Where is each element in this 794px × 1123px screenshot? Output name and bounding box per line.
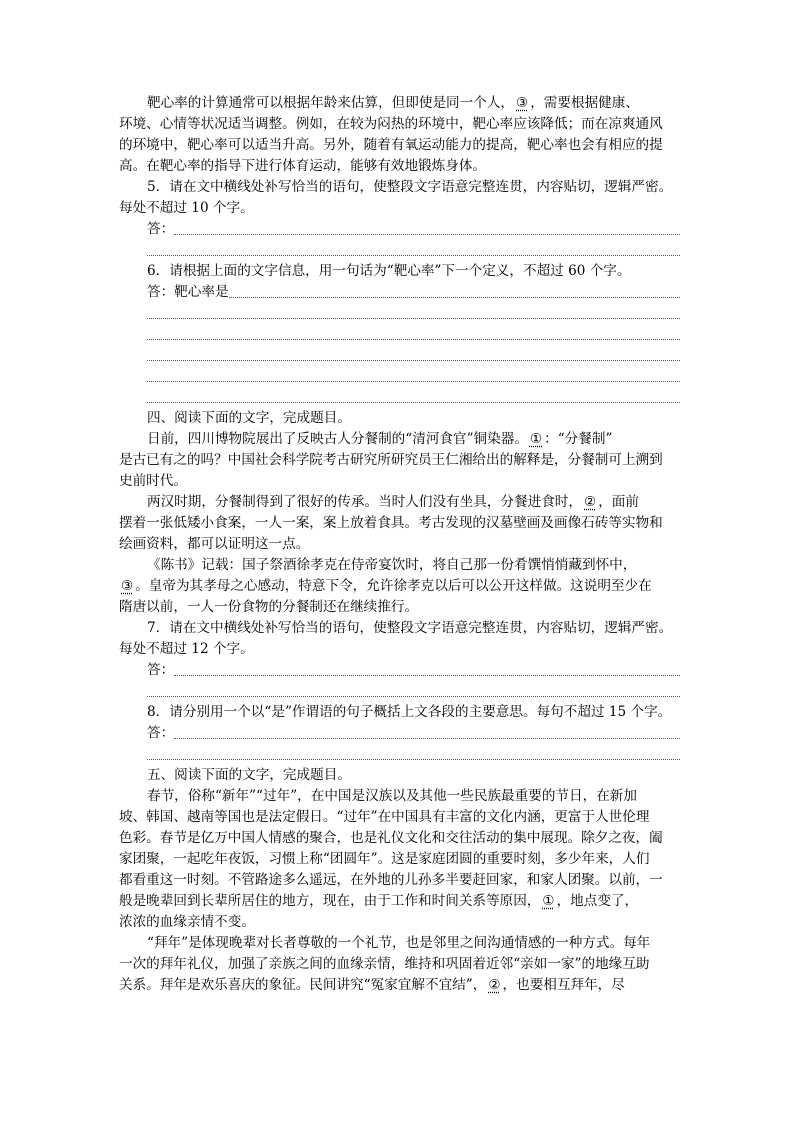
answer-dotted-line[interactable] [147,243,680,256]
section-5-heading: 五、阅读下面的文字，完成题目。 [147,767,351,783]
answer-line[interactable] [119,744,680,765]
text: ，面前 [598,494,639,510]
question-5: 5．请在文中横线处补写恰当的语句，使整段文字语意完整连贯，内容贴切，逻辑严密。 [147,179,673,195]
section5-line: 色彩。春节是亿万中国人情感的聚合，也是礼仪文化和交往活动的集中展现。除夕之夜，阖 [119,830,663,846]
text: 般是晚辈回到长辈所居住的地方，现在，由于工作和时间关系等原因， [119,893,541,909]
text: 关系。拜年是欢乐喜庆的象征。民间讲究“冤家宜解不宜结”， [119,977,487,993]
answer-line[interactable] [119,366,680,387]
question-6: 6．请根据上面的文字信息，用一句话为“靶心率”下一个定义，不超过 60 个字。 [147,263,631,279]
answer-dotted-line[interactable] [174,663,680,676]
answer-dotted-line[interactable] [147,369,680,382]
blank-2: ② [584,494,597,510]
text: ，地点变了， [556,893,639,909]
answer-label: 答： [147,662,175,678]
text: 靶心率的计算通常可以根据年龄来估算，但即使是同一个人， [147,95,515,111]
answer-dotted-line[interactable] [147,348,680,361]
answer-dotted-line[interactable] [229,285,680,298]
section4-line [119,429,680,450]
answer-dotted-line[interactable] [147,390,680,403]
text: ，也要相互拜年，尽 [502,977,625,993]
answer-line[interactable] [119,723,680,744]
blank-3: ③ [121,578,134,594]
text: 。皇帝为其孝母之心感动，特意下令，允许徐孝克以后可以公开这样做。这说明至少在 [135,578,652,594]
section5-line: “拜年”是体现晚辈对长者尊敬的一个礼节，也是邻里之间沟通情感的一种方式。每年 [147,935,651,951]
section5-line: 春节，俗称“新年”“过年”，在中国是汉族以及其他一些民族最重要的节日，在新加 [147,788,637,804]
answer-label: 答： [147,725,175,741]
question-7: 7．请在文中横线处补写恰当的语句，使整段文字语意完整连贯，内容贴切，逻辑严密。 [147,620,673,636]
blank-3: ③ [516,95,529,111]
question-5-limit: 每处不超过 10 个字。 [119,200,254,216]
section4-line: 摆着一张低矮小食案，一人一案，案上放着食具。考古发现的汉墓壁画及画像石砖等实物和 [119,515,663,531]
blank-2: ② [488,977,501,993]
section4-line: 是古已有之的吗？中国社会科学院考古研究所研究员王仁湘给出的解释是，分餐制可上溯到 [119,452,663,468]
answer-line[interactable] [119,303,680,324]
answer-line[interactable] [119,660,680,681]
answer-line[interactable] [119,240,680,261]
section4-line: 绘画资料，都可以证明这一点。 [119,536,310,552]
document-page [119,93,680,996]
passage1-line: 环境、心情等状况适当调整。例如，在较为闷热的环境中，靶心率应该降低；而在凉爽通风 [119,116,663,132]
passage1-line [119,93,680,114]
answer-line[interactable] [119,387,680,408]
section5-line: 一次的拜年礼仪，加强了亲族之间的血缘亲情，维持和巩固着近邻“亲如一家”的地缘互助 [119,956,650,972]
answer-label: 答： [147,221,175,237]
answer-dotted-line[interactable] [147,684,680,697]
section4-line [119,576,680,597]
blank-1: ① [529,431,543,447]
answer-dotted-line[interactable] [147,306,680,319]
section5-line: 都看重这一时刻。不管路途多么遥远，在外地的儿孙多半要赶回家，和家人团聚。以前，一 [119,872,663,888]
answer-dotted-line[interactable] [147,747,680,760]
section-4-heading: 四、阅读下面的文字，完成题目。 [147,410,351,426]
section5-line: 坡、韩国、越南等国也是法定假日。“过年”在中国具有丰富的文化内涵，更富于人世伦理 [119,809,650,825]
text: ：“分餐制” [544,431,613,447]
passage1-line: 的环境中，靶心率可以适当升高。另外，随着有氧运动能力的提高，靶心率也会有相应的提 [119,137,663,153]
text: 日前，四川博物院展出了反映古人分餐制的“清河食官”铜染器。 [147,431,528,447]
answer-line[interactable] [119,282,680,303]
section4-line: 《陈书》记载：国子祭酒徐孝克在侍帝宴饮时，将自己那一份肴馔悄悄藏到怀中， [147,557,637,573]
section4-line [119,492,680,513]
section5-line [119,975,680,996]
question-8: 8．请分别用一个以“是”作谓语的句子概括上文各段的主要意思。每句不超过 15 个字。 [147,704,672,720]
answer-line[interactable] [119,219,680,240]
section4-line: 隋唐以前，一人一份食物的分餐制还在继续推行。 [119,599,419,615]
section5-line: 家团聚，一起吃年夜饭，习惯上称“团圆年”。这是家庭团圆的重要时刻，多少年来，人们 [119,851,650,867]
answer-line[interactable] [119,345,680,366]
answer-line[interactable] [119,681,680,702]
answer-label: 答：靶心率是 [147,284,229,300]
answer-dotted-line[interactable] [174,726,680,739]
text: 两汉时期，分餐制得到了很好的传承。当时人们没有坐具，分餐进食时， [147,494,582,510]
text: ，需要根据健康、 [530,95,639,111]
section5-line: 浓浓的血缘亲情不变。 [119,914,255,930]
section5-line [119,891,680,912]
question-7-limit: 每处不超过 12 个字。 [119,641,254,657]
section4-line: 史前时代。 [119,473,187,489]
answer-dotted-line[interactable] [174,222,680,235]
passage1-line: 高。在靶心率的指导下进行体育运动，能够有效地锻炼身体。 [119,158,487,174]
answer-line[interactable] [119,324,680,345]
answer-dotted-line[interactable] [147,327,680,340]
blank-1: ① [542,893,555,909]
